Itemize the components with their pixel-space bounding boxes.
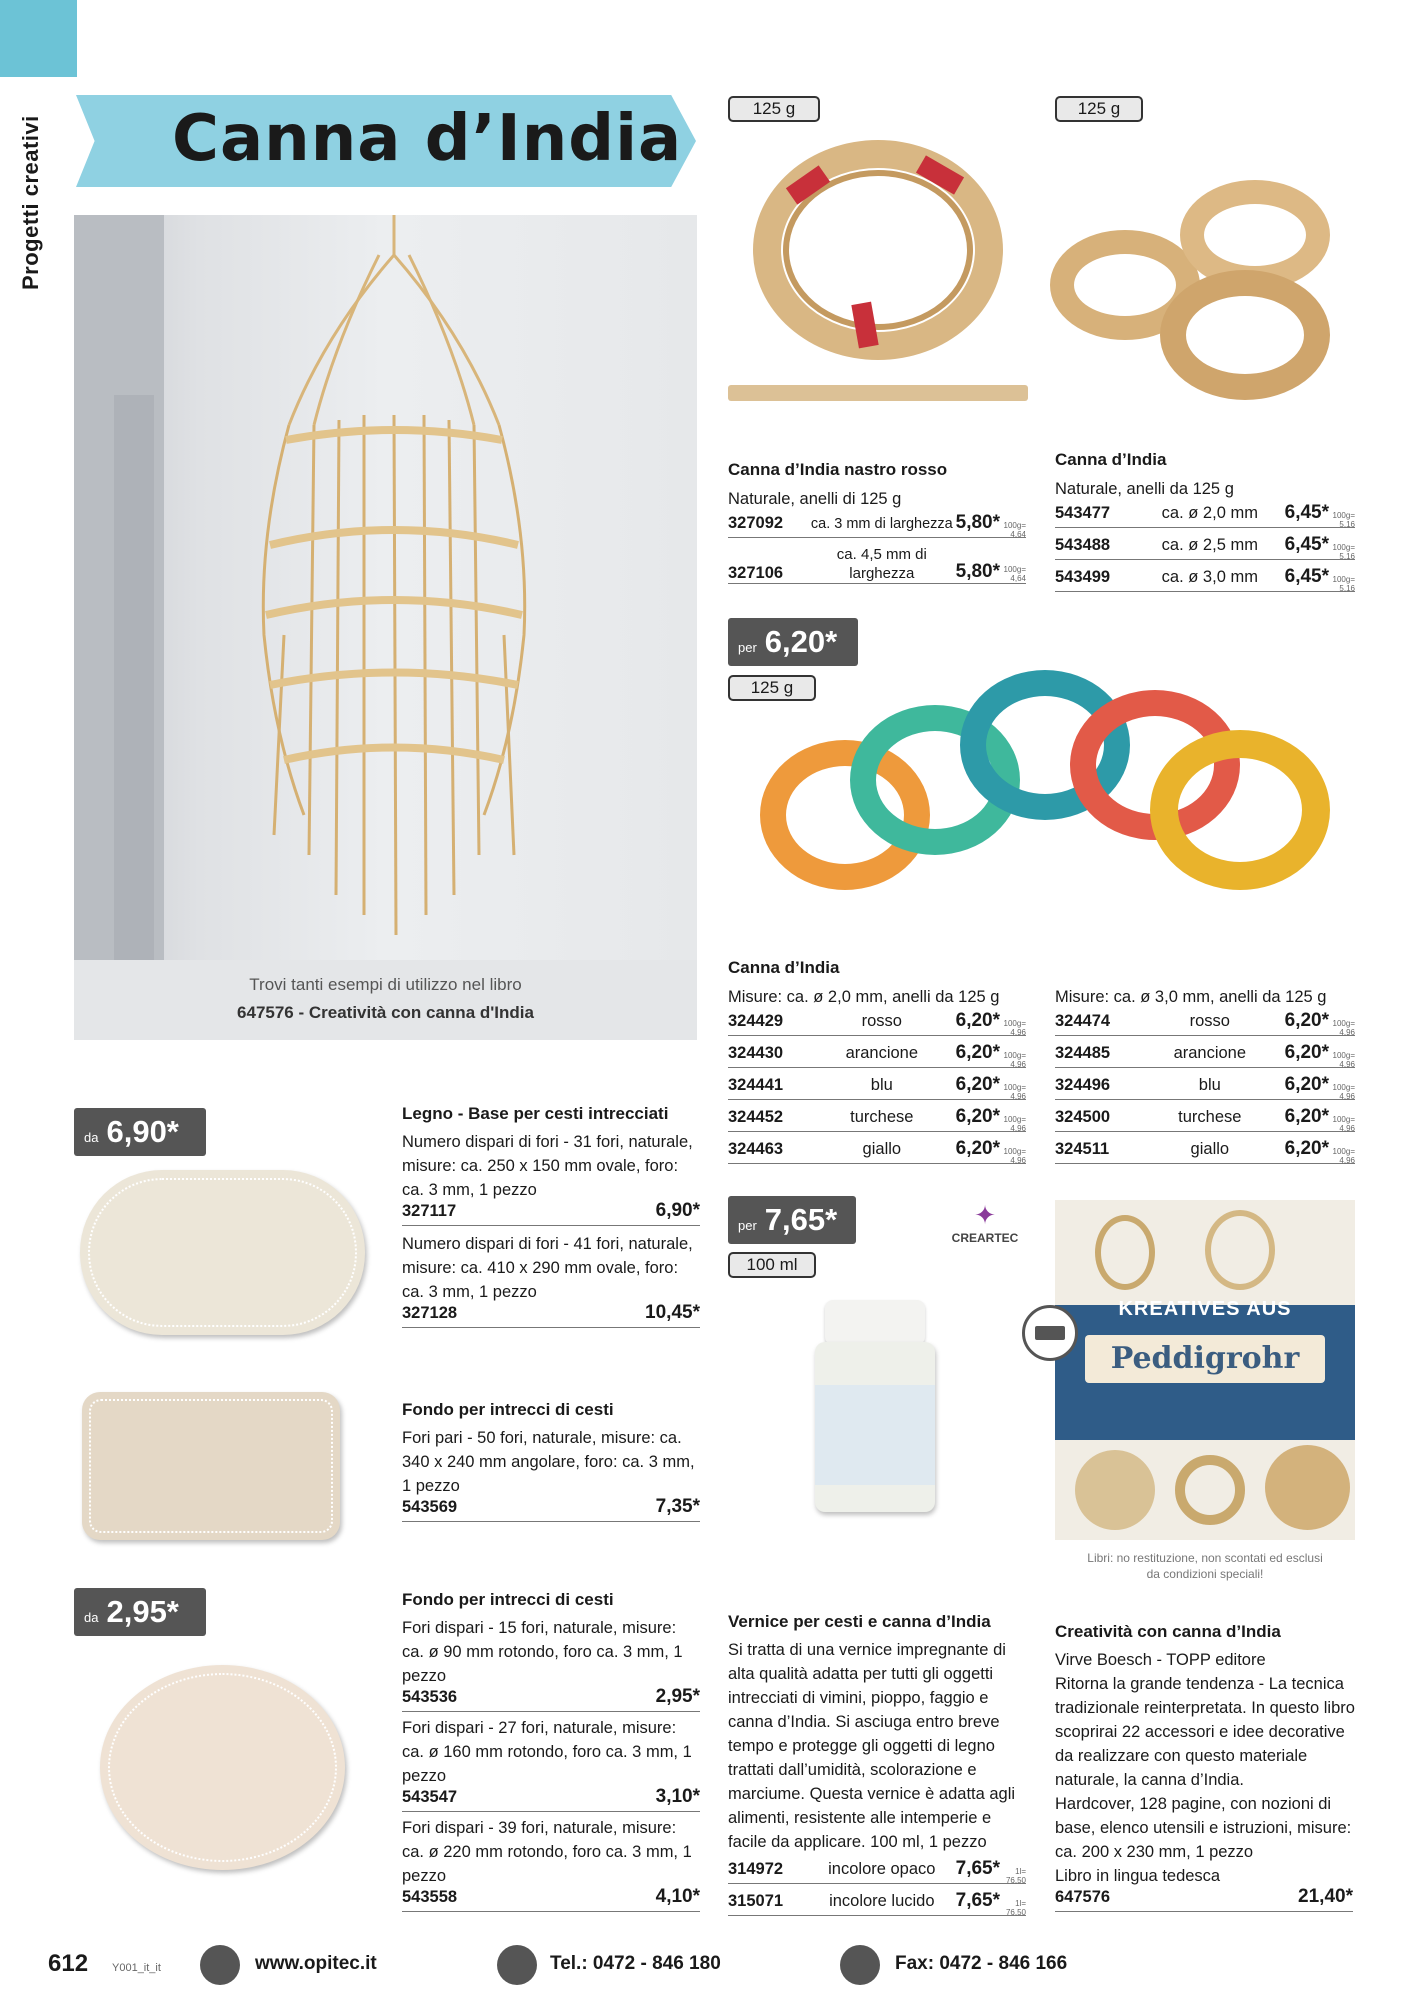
article-price: 7,35* <box>655 1496 700 1517</box>
article-price: 21,40* <box>1298 1886 1353 1907</box>
mouse-icon <box>200 1945 240 1985</box>
edition-code: Y001_it_it <box>112 1962 161 1974</box>
article-price: 3,10* <box>655 1786 700 1807</box>
product-image-oval-base <box>80 1170 365 1335</box>
product-heading: Canna d’India nastro rosso <box>728 460 948 479</box>
badge-price: 7,65* <box>764 1202 838 1237</box>
table-row <box>1055 1010 1355 1036</box>
article-code: 324463 <box>728 1140 784 1158</box>
article-desc: rosso <box>1189 1012 1230 1030</box>
article-desc: ca. 4,5 mm di larghezza <box>836 546 927 582</box>
table-row <box>1055 1106 1355 1132</box>
badge-prefix: da <box>84 1609 99 1625</box>
table-row <box>402 1786 700 1812</box>
table-row <box>402 1686 700 1712</box>
article-price: 6,20* <box>955 1106 1000 1127</box>
table-row <box>1055 1886 1353 1912</box>
table-row <box>728 1010 1026 1036</box>
unit-price: 100g= 4,64 <box>1003 521 1026 539</box>
article-code: 327128 <box>402 1304 458 1322</box>
website-link[interactable]: www.opitec.it <box>255 1953 377 1974</box>
table-row <box>402 1496 700 1522</box>
product-desc: Virve Boesch - TOPP editore Ritorna la grande tendenza - La tecnica tradizionale reinterpretata. In questo libro scoprirai 22 accessori e idee decorative da realizzare con questo materiale naturale, la canna d’India. Hardcover, 128 pagine, con nozioni di base, elenco utensili e istruzioni, misure: ca. 200 x 230 mm, 1 pezzo Libro in lingua tedesca <box>1055 1651 1355 1885</box>
unit-price: 100g= 4,96 <box>1332 1115 1355 1133</box>
article-code: 315071 <box>728 1892 784 1910</box>
price-badge <box>74 1108 206 1156</box>
article-price: 6,45* <box>1284 566 1329 587</box>
page-title: Canna d’India <box>172 102 683 176</box>
article-code: 327117 <box>402 1202 457 1220</box>
hero-caption-line2: 647576 - Creatività con canna d'India <box>237 1003 534 1022</box>
badge-price: 2,95* <box>106 1594 179 1629</box>
price-table-vernice <box>728 1858 1026 1916</box>
article-price: 5,80* <box>955 512 1000 533</box>
weight-tag: 125 g <box>1055 96 1143 122</box>
fax-number: Fax: 0472 - 846 166 <box>895 1953 1068 1974</box>
article-desc: giallo <box>1190 1140 1230 1158</box>
table-row <box>728 1890 1026 1916</box>
price-table-nastro-rosso <box>728 512 1026 584</box>
product-heading: Fondo per intrecci di cesti <box>402 1400 614 1419</box>
product-image-round-base <box>100 1665 345 1870</box>
unit-price: 100g= 4,96 <box>1332 1019 1355 1037</box>
table-row <box>728 1042 1026 1068</box>
unit-price: 100g= 4,96 <box>1003 1019 1026 1037</box>
article-desc: ca. 3 mm di larghezza <box>810 516 953 532</box>
product-image-rectangular-base <box>82 1392 340 1540</box>
unit-price: 1l= 76,50 <box>1005 1899 1026 1917</box>
price-badge <box>728 618 858 666</box>
product-image-red-ribbon-coil <box>728 125 1028 415</box>
table-row <box>728 538 1026 584</box>
hero-caption-line1: Trovi tanti esempi di utilizzo nel libro <box>249 975 522 994</box>
unit-price: 100g= 4,96 <box>1003 1051 1026 1069</box>
article-code: 314972 <box>728 1860 784 1878</box>
product-subtitle: Naturale, anelli di 125 g <box>728 490 902 508</box>
unit-price: 100g= 5,16 <box>1332 543 1355 561</box>
price-badge <box>74 1588 206 1636</box>
article-price: 2,95* <box>655 1686 700 1707</box>
article-desc: turchese <box>850 1108 914 1126</box>
article-code: 327092 <box>728 514 784 532</box>
article-desc: arancione <box>845 1044 919 1062</box>
section-label: Progetti creativi <box>18 115 43 290</box>
unit-price: 100g= 4,64 <box>1003 565 1026 583</box>
article-desc: giallo <box>862 1140 902 1158</box>
article-code: 324485 <box>1055 1044 1111 1062</box>
price-table-colorata-left <box>728 1010 1026 1164</box>
table-row <box>1055 502 1355 528</box>
article-price: 6,20* <box>1284 1106 1329 1127</box>
table-row <box>1055 566 1355 592</box>
table-row <box>728 1858 1026 1884</box>
product-heading: Creatività con canna d’India <box>1055 1622 1281 1641</box>
product-desc: Fori dispari - 39 fori, naturale, misure: ca. ø 220 mm rotondo, foro ca. 3 mm, 1 pezzo <box>402 1819 692 1885</box>
article-code: 327106 <box>728 564 784 582</box>
book-cover-title-top: KREATIVES AUS <box>1118 1298 1292 1320</box>
product-image-colored-coils <box>740 670 1340 930</box>
product-desc: Numero dispari di fori - 41 fori, naturale, misure: ca. 410 x 290 mm ovale, foro: ca. 3 mm, 1 pezzo <box>402 1235 693 1301</box>
article-price: 4,10* <box>655 1886 700 1907</box>
badge-prefix: per <box>738 639 757 655</box>
product-heading: Canna d’India <box>1055 450 1167 469</box>
product-image-book-cover <box>1055 1200 1355 1540</box>
product-heading: Vernice per cesti e canna d’India <box>728 1612 991 1631</box>
product-desc: Fori dispari - 15 fori, naturale, misure: ca. ø 90 mm rotondo, foro ca. 3 mm, 1 pezzo <box>402 1619 683 1685</box>
article-price: 6,20* <box>1284 1010 1329 1031</box>
table-row <box>1055 1074 1355 1100</box>
table-row <box>402 1200 700 1226</box>
article-code: 543558 <box>402 1888 458 1906</box>
table-row <box>728 1074 1026 1100</box>
unit-price: 100g= 4,96 <box>1332 1083 1355 1101</box>
volume-tag: 100 ml <box>728 1252 816 1278</box>
page-number: 612 <box>48 1950 89 1977</box>
phone-icon <box>497 1945 537 1985</box>
article-code: 647576 <box>1055 1888 1111 1906</box>
article-desc: rosso <box>861 1012 902 1030</box>
article-price: 6,20* <box>1284 1138 1329 1159</box>
article-desc: incolore lucido <box>829 1892 935 1910</box>
unit-price: 100g= 4,96 <box>1003 1147 1026 1165</box>
badge-prefix: da <box>84 1129 99 1145</box>
article-code: 324452 <box>728 1108 784 1126</box>
table-row <box>728 1138 1026 1164</box>
product-desc: Numero dispari di fori - 31 fori, naturale, misure: ca. 250 x 150 mm ovale, foro: ca. 3 mm, 1 pezzo <box>402 1133 693 1199</box>
product-desc: Fori pari - 50 fori, naturale, misure: ca. 340 x 240 mm angolare, foro: ca. 3 mm, 1 pezzo <box>402 1429 695 1495</box>
article-price: 6,20* <box>955 1010 1000 1031</box>
article-price: 6,90* <box>655 1200 700 1221</box>
article-code: 543499 <box>1055 568 1111 586</box>
weight-tag: 125 g <box>728 96 820 122</box>
product-subtitle-left: Misure: ca. ø 2,0 mm, anelli da 125 g <box>728 988 1000 1006</box>
article-code: 324500 <box>1055 1108 1111 1126</box>
creartec-logo <box>945 1200 1025 1260</box>
unit-price: 100g= 5,16 <box>1332 575 1355 593</box>
article-desc: incolore opaco <box>828 1860 936 1878</box>
fax-icon <box>840 1945 880 1985</box>
unit-price: 100g= 4,96 <box>1003 1115 1026 1133</box>
product-heading: Legno - Base per cesti intrecciati <box>402 1104 669 1123</box>
weight-tag: 125 g <box>728 675 816 701</box>
article-code: 543488 <box>1055 536 1111 554</box>
unit-price: 100g= 4,96 <box>1332 1147 1355 1165</box>
article-desc: ca. ø 3,0 mm <box>1161 568 1258 586</box>
article-code: 324430 <box>728 1044 784 1062</box>
unit-price: 100g= 4,96 <box>1332 1051 1355 1069</box>
book-cover-title-main: Peddigrohr <box>1085 1335 1325 1383</box>
article-price: 6,20* <box>955 1138 1000 1159</box>
article-desc: arancione <box>1173 1044 1247 1062</box>
article-code: 324429 <box>728 1012 784 1030</box>
article-price: 7,65* <box>955 1890 1000 1911</box>
article-price: 6,20* <box>1284 1042 1329 1063</box>
product-image-varnish-jar <box>810 1300 940 1515</box>
product-heading: Fondo per intrecci di cesti <box>402 1590 614 1609</box>
table-row <box>728 1106 1026 1132</box>
article-price: 6,45* <box>1284 502 1329 523</box>
table-row <box>1055 534 1355 560</box>
article-desc: turchese <box>1178 1108 1242 1126</box>
article-price: 6,20* <box>955 1042 1000 1063</box>
product-subtitle-right: Misure: ca. ø 3,0 mm, anelli da 125 g <box>1055 988 1327 1006</box>
table-row <box>402 1886 700 1912</box>
table-row <box>1055 1042 1355 1068</box>
table-row <box>402 1302 700 1328</box>
article-code: 324496 <box>1055 1076 1111 1094</box>
article-price: 6,45* <box>1284 534 1329 555</box>
unit-price: 100g= 5,16 <box>1332 511 1355 529</box>
price-badge <box>728 1196 856 1244</box>
article-price: 6,20* <box>955 1074 1000 1095</box>
article-code: 543547 <box>402 1788 458 1806</box>
badge-price: 6,90* <box>106 1114 179 1149</box>
hero-caption-box <box>74 960 697 1040</box>
price-table-colorata-right <box>1055 1010 1355 1164</box>
price-table-naturale <box>1055 502 1355 592</box>
book-note: Libri: no restituzione, non scontati ed esclusi da condizioni speciali! <box>1087 1551 1323 1581</box>
product-subtitle: Naturale, anelli da 125 g <box>1055 480 1234 498</box>
brand-name: CREARTEC <box>951 1231 1019 1245</box>
article-desc: blu <box>1198 1076 1221 1094</box>
table-row <box>728 512 1026 538</box>
article-desc: ca. ø 2,5 mm <box>1161 536 1258 554</box>
article-code: 324441 <box>728 1076 784 1094</box>
article-code: 324511 <box>1055 1140 1110 1158</box>
badge-prefix: per <box>738 1217 757 1233</box>
article-desc: blu <box>870 1076 893 1094</box>
article-code: 543569 <box>402 1498 458 1516</box>
article-price: 5,80* <box>955 561 1000 582</box>
article-code: 543477 <box>1055 504 1111 522</box>
product-image-natural-coils <box>1050 170 1350 420</box>
product-desc: Si tratta di una vernice impregnante di alta qualità adatta per tutti gli oggetti intrecciati di vimini, pioppo, faggio e canna d’India. Si asciuga entro breve tempo e protegge gli oggetti di legno trattati dall’umidità, scolorazione e marciume. Questa vernice è adatta agli alimenti, resistente alle intemperie e facile da applicare. 100 ml, 1 pezzo <box>728 1641 1020 1851</box>
article-price: 6,20* <box>1284 1074 1329 1095</box>
unit-price: 100g= 4,96 <box>1003 1083 1026 1101</box>
table-row <box>1055 1138 1355 1164</box>
article-desc: ca. ø 2,0 mm <box>1161 504 1258 522</box>
unit-price: 1l= 76,50 <box>1005 1867 1026 1885</box>
article-code: 324474 <box>1055 1012 1111 1030</box>
article-code: 543536 <box>402 1688 458 1706</box>
hummingbird-icon: ✦ <box>974 1200 996 1230</box>
book-icon <box>1022 1305 1078 1361</box>
article-price: 7,65* <box>955 1858 1000 1879</box>
hero-image-lamp <box>74 215 697 960</box>
phone-number: Tel.: 0472 - 846 180 <box>550 1953 721 1974</box>
product-desc: Fori dispari - 27 fori, naturale, misure: ca. ø 160 mm rotondo, foro ca. 3 mm, 1 pezzo <box>402 1719 692 1785</box>
badge-price: 6,20* <box>764 624 838 659</box>
article-price: 10,45* <box>645 1302 700 1323</box>
product-heading: Canna d’India <box>728 958 840 977</box>
